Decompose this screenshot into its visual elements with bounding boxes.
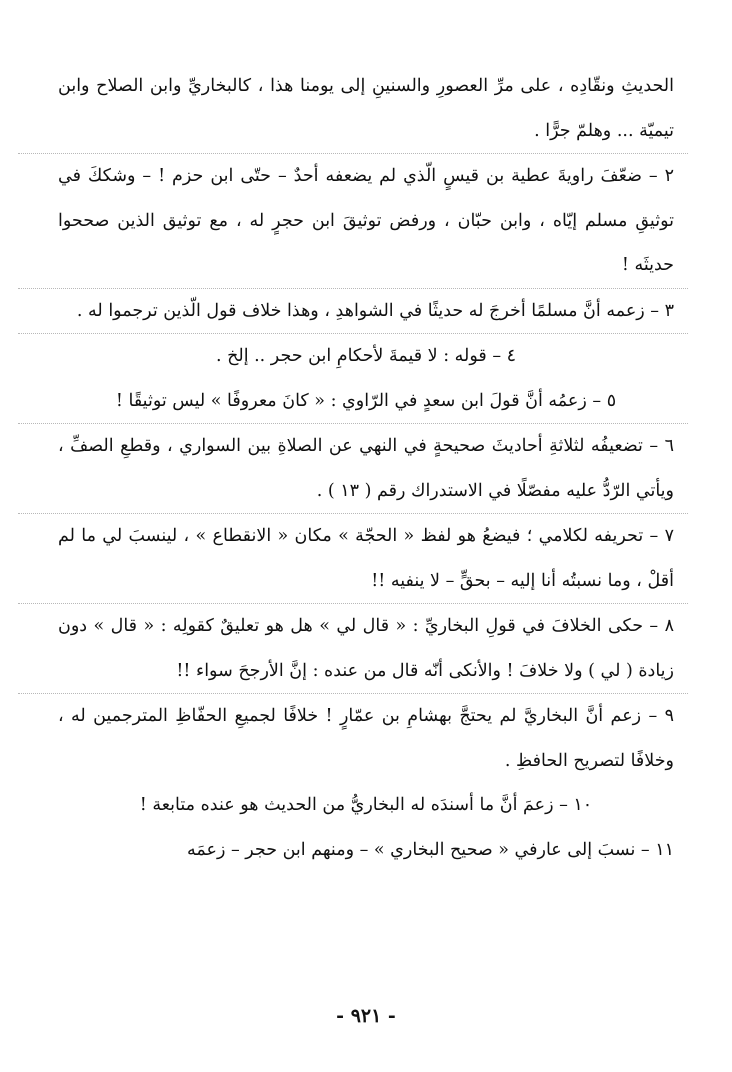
paragraph-item-7: ٧ – تحريفه لكلامي ؛ فيضعُ هو لفظ « الحجّة » مكان « الانقطاع » ، لينسبَ لي ما لم أقلْ ، وما نسبتُه أنا إليه – بحقٍّ – لا ينفيه !! — [58, 526, 674, 591]
paragraph-item-3: ٣ – زعمه أنَّ مسلمًا أخرجَ له حديثًا في الشواهدِ ، وهذا خلاف قول الّذين ترجموا له . — [76, 300, 674, 321]
body-text — [58, 64, 674, 872]
paragraph-continuation: الحديثِ ونقّادِه ، على مرِّ العصورِ والسنينِ إلى يومنا هذا ، كالبخاريِّ وابن الصلاح وابن تيميّة ... وهلمّ جرًّا . — [58, 76, 674, 141]
paragraph-item-9: ٩ – زعم أنَّ البخاريَّ لم يحتجَّ بهشامِ بن عمّارٍ ! خلافًا لجميعِ الحفّاظِ المترجمين له ، وخلافًا لتصريح الحافظِ . — [58, 706, 674, 771]
paragraph-item-8: ٨ – حكى الخلافَ في قولِ البخاريِّ : « قال لي » هل هو تعليقٌ كقولِه : « قال » دون زيادة ( لي ) ولا خلافَ ! والأنكى أنّه قال من عنده : إنَّ الأرجحَ سواء !! — [58, 616, 674, 681]
paragraph-item-10: ١٠ – زعمَ أنَّ ما أسندَه له البخاريُّ من الحديث هو عنده متابعة ! — [139, 795, 593, 815]
paragraph-item-11: ١١ – نسبَ إلى عارفي « صحيح البخاري » – ومنهم ابن حجر – زعمَه — [187, 839, 674, 860]
page-number: - ٩٢١ - — [336, 1005, 396, 1027]
paragraph-item-4: ٤ – قوله : لا قيمةَ لأحكامِ ابن حجر .. إلخ . — [215, 346, 517, 366]
paragraph-item-6: ٦ – تضعيفُه لثلاثةِ أحاديثَ صحيحةٍ في النهي عن الصلاةِ بين السواري ، وقطعِ الصفِّ ، ويأتي الرّدُّ عليه مفصّلًا في الاستدراك رقم ( ١٣ ) . — [58, 436, 674, 501]
paragraph-item-5: ٥ – زعمُه أنَّ قولَ ابن سعدٍ في الرّاوي : « كانَ معروفًا » ليس توثيقًا ! — [115, 390, 617, 411]
paragraph-item-2: ٢ – ضعّفَ راويةَ عطية بن قيسٍ الّذي لم يضعفه أحدٌ – حتّى ابن حزم ! – وشككَ في توثيقِ مسلم إيّاه ، وابن حبّان ، ورفض توثيقَ ابن حجرٍ له ، مع توثيق الذين صححوا حديثَه ! — [58, 166, 674, 275]
